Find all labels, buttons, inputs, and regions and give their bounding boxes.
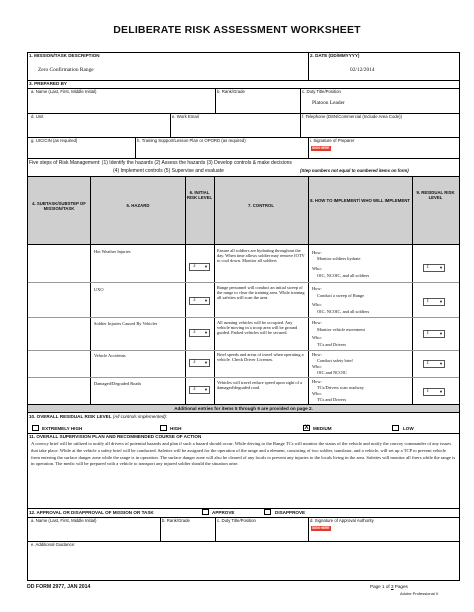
chevron-down-icon: ▼ xyxy=(204,264,208,269)
initial-risk-select[interactable]: 3 ▼ xyxy=(189,297,210,305)
overall-residual-risk-sublabel: (All controls implemented): xyxy=(112,414,168,419)
control-cell[interactable]: Ensure all soldiers are hydrating throughout the day. When time allows soldier may remove IOTV to cool down. Monitor all soldiers xyxy=(217,248,305,264)
who-label: Who: xyxy=(312,391,322,396)
residual-risk-select[interactable]: I ▼ xyxy=(423,264,445,272)
approval-label: 12. APPROVAL OR DISAPPROVAL OF MISSION OR TASK xyxy=(29,510,154,515)
additional-entries-note: Additional entries for items 5 through 9 are provided on page 2. xyxy=(174,406,313,411)
who-label: Who: xyxy=(312,364,322,369)
overall-residual-risk-label: 10. OVERALL RESIDUAL RISK LEVEL (All controls implemented): xyxy=(29,414,168,419)
residual-risk-select[interactable]: I ▼ xyxy=(423,388,445,396)
how-value[interactable]: TCs/Drivers scan roadway xyxy=(317,385,364,390)
preparer-signature-label: i. Signature of Preparer xyxy=(310,138,355,143)
preparer-duty-label: c. Duty Title/Position xyxy=(302,89,341,94)
how-to-implement-header: 8. HOW TO IMPLEMENT/ WHO WILL IMPLEMENT xyxy=(310,198,410,203)
control-cell[interactable]: Brief speeds and areas of travel when operating a vehicle. Check Driver Licenses. xyxy=(217,352,304,363)
how-label: How: xyxy=(312,250,322,255)
chevron-down-icon: ▼ xyxy=(204,360,208,365)
residual-risk-header: 9. RESIDUAL RISK LEVEL xyxy=(416,190,455,200)
five-steps-line-1: Five steps of Risk Management: (1) Identify the hazards (2) Assess the hazards (3) Develop controls & make decisions xyxy=(29,160,292,166)
disapprove-checkbox[interactable] xyxy=(264,509,271,515)
high-checkbox[interactable] xyxy=(160,425,167,431)
hazard-cell[interactable]: Vehicle Accidents xyxy=(94,353,126,358)
unit-label: d. Unit xyxy=(31,114,44,119)
who-label: Who: xyxy=(312,302,322,307)
training-support-label: h. Training Support/Lesson Plan or OPORD (as required) xyxy=(137,138,246,143)
who-value[interactable]: OIC, NCOIC, and all soldiers xyxy=(317,273,370,278)
how-value[interactable]: Monitor soldiers hydrate xyxy=(317,256,361,261)
hazard-table-header xyxy=(28,177,459,244)
how-label: How: xyxy=(312,320,322,325)
approver-signature-label: d. Signature of Approval Authority xyxy=(310,518,374,523)
approver-sign-here-tag[interactable]: SIGN HERE xyxy=(312,526,330,530)
who-label: Who: xyxy=(312,335,322,340)
supervision-plan-text[interactable]: A convoy brief will be utilized to notify all drivers of potential hazards and plan if such a hazard should occur. While driving to the Range TCs will monitor the status of the vehicle and notify the convoy commander of any issues that take place. While at the vehicle a safety brief will be conducted. Safeties will be assigned for the operation of the range and a element, consisting of two soldier, translator, and a vehicle, will set up a TCP to prevent vehicle from entering the surface danger zone while the range is in operation. The surface danger zone will also be cleared of any locals to prevent any injuries to the locals living in the area. Safeties will monitor all firers while the range is in operation. The medic will be prepared with a vehicle to transport any injured soldier should the situation arise. xyxy=(31,441,456,467)
how-label: How: xyxy=(312,379,322,384)
hazard-cell[interactable]: UXO xyxy=(94,287,104,292)
work-email-label: e. Work Email xyxy=(172,114,199,119)
control-cell[interactable]: Vehicles will travel reduce speed upon sight of a damaged/degraded road. xyxy=(217,380,303,391)
hazard-cell[interactable]: Damaged/Degraded Roads xyxy=(94,381,142,386)
initial-risk-header: 6. INITIAL RISK LEVEL xyxy=(186,190,213,200)
control-header: 7. CONTROL xyxy=(247,203,275,208)
residual-risk-select[interactable]: I ▼ xyxy=(423,330,445,338)
initial-risk-select[interactable]: 3 ▼ xyxy=(189,329,210,337)
additional-guidance-field[interactable] xyxy=(31,549,456,579)
additional-guidance-label: e. Additional Guidance: xyxy=(31,542,76,547)
approve-label: APPROVE xyxy=(212,510,235,515)
who-value[interactable]: TCs and Drivers xyxy=(317,397,347,402)
page-total: 3 xyxy=(390,584,394,589)
date-label: 2. DATE (DD/MMYYYY) xyxy=(310,53,360,58)
uic-label: g. UIC/CIN (as required) xyxy=(31,138,78,143)
date-field[interactable]: 02/12/2014 xyxy=(350,67,375,73)
low-label: LOW xyxy=(403,426,414,431)
chevron-down-icon: ▼ xyxy=(204,298,208,303)
hazard-cell[interactable]: Hot Weather Injuries xyxy=(94,249,131,254)
chevron-down-icon: ▼ xyxy=(204,387,208,392)
who-label: Who: xyxy=(312,266,322,271)
approver-rank-label: b. Rank/Grade xyxy=(162,518,190,523)
prepared-by-label: 3. PREPARED BY xyxy=(29,81,67,86)
chevron-down-icon: ▼ xyxy=(439,361,443,366)
high-label: HIGH xyxy=(170,426,182,431)
five-steps-line-2: (4) Implement controls (5) Supervise and evaluate xyxy=(113,168,224,174)
approve-checkbox[interactable] xyxy=(202,509,209,515)
how-label: How: xyxy=(312,286,322,291)
steps-note: (Step numbers not equal to numbered items on form) xyxy=(300,168,409,173)
form-number: DD FORM 2977, JAN 2014 xyxy=(27,584,91,590)
page-indicator: Page 1 of 3 Pages xyxy=(370,584,408,589)
preparer-rank-label: b. Rank/Grade xyxy=(217,89,245,94)
residual-risk-select[interactable]: I ▼ xyxy=(423,298,445,306)
how-value[interactable]: Conduct a sweep of Range xyxy=(317,293,365,298)
disapprove-label: DISAPPROVE xyxy=(275,510,306,515)
chevron-down-icon: ▼ xyxy=(439,331,443,336)
medium-label: MEDIUM xyxy=(313,426,332,431)
low-checkbox[interactable] xyxy=(392,425,399,431)
extremely-high-label: EXTREMELY HIGH xyxy=(42,426,83,431)
how-label: How: xyxy=(312,352,322,357)
hazard-cell[interactable]: Soldier Injuries Caused By Vehicles xyxy=(94,321,158,326)
who-value[interactable]: OIC, NCOIC, and all soldiers xyxy=(317,309,370,314)
chevron-down-icon: ▼ xyxy=(204,330,208,335)
chevron-down-icon: ▼ xyxy=(439,299,443,304)
software-note: Adobe Professional X xyxy=(400,591,439,596)
supervision-plan-label: 11. OVERALL SUPERVISION PLAN AND RECOMMENDED COURSE OF ACTION xyxy=(29,434,202,439)
hazard-header: 5. HAZARD xyxy=(126,203,150,208)
preparer-name-label: a. Name (Last, First, Middle Initial) xyxy=(31,89,97,94)
subtask-header: 4. SUBTASK/SUBSTEP OF MISSION/TASK xyxy=(32,201,86,211)
chevron-down-icon: ▼ xyxy=(439,389,443,394)
control-cell[interactable]: All running vehicles will be occupied. Any vehicle moving in a troop area will be ground guided. Parked vehicles will be secured. xyxy=(217,320,298,336)
form-title: DELIBERATE RISK ASSESSMENT WORKSHEET xyxy=(113,24,361,36)
control-cell[interactable]: Range personnel will conduct an initial sweep of the range to clear the training area. While training all safeties will scan the area. xyxy=(217,285,305,301)
approver-name-label: a. Name (Last, First, Middle Initial) xyxy=(31,518,97,523)
who-value[interactable]: OIC and NCOIC xyxy=(317,370,347,375)
telephone-label: f. Telephone (DSN/Commercial (Include Area Code)) xyxy=(302,114,402,119)
medium-checkbox[interactable]: X xyxy=(304,425,309,431)
preparer-duty-field[interactable]: Platoon Leader xyxy=(312,100,345,106)
chevron-down-icon: ▼ xyxy=(439,265,443,270)
initial-risk-select[interactable]: 3 ▼ xyxy=(189,386,210,394)
how-value[interactable]: Conduct safety brief xyxy=(317,358,353,363)
extremely-high-checkbox[interactable] xyxy=(32,425,39,431)
preparer-sign-here-tag[interactable]: SIGN HERE xyxy=(312,146,330,150)
mission-task-field[interactable]: Zero Confirmation Range xyxy=(38,67,94,73)
how-value[interactable]: Monitor vehicle movement xyxy=(317,327,365,332)
initial-risk-select[interactable]: 3 ▼ xyxy=(189,263,210,271)
approver-duty-label: c. Duty Title/Position xyxy=(217,518,256,523)
initial-risk-select[interactable]: 3 ▼ xyxy=(189,359,210,367)
residual-risk-select[interactable]: I ▼ xyxy=(423,360,445,368)
who-value[interactable]: TCs and Drivers xyxy=(317,342,347,347)
mission-task-label: 1. MISSION/TASK DESCRIPTION xyxy=(29,53,100,58)
